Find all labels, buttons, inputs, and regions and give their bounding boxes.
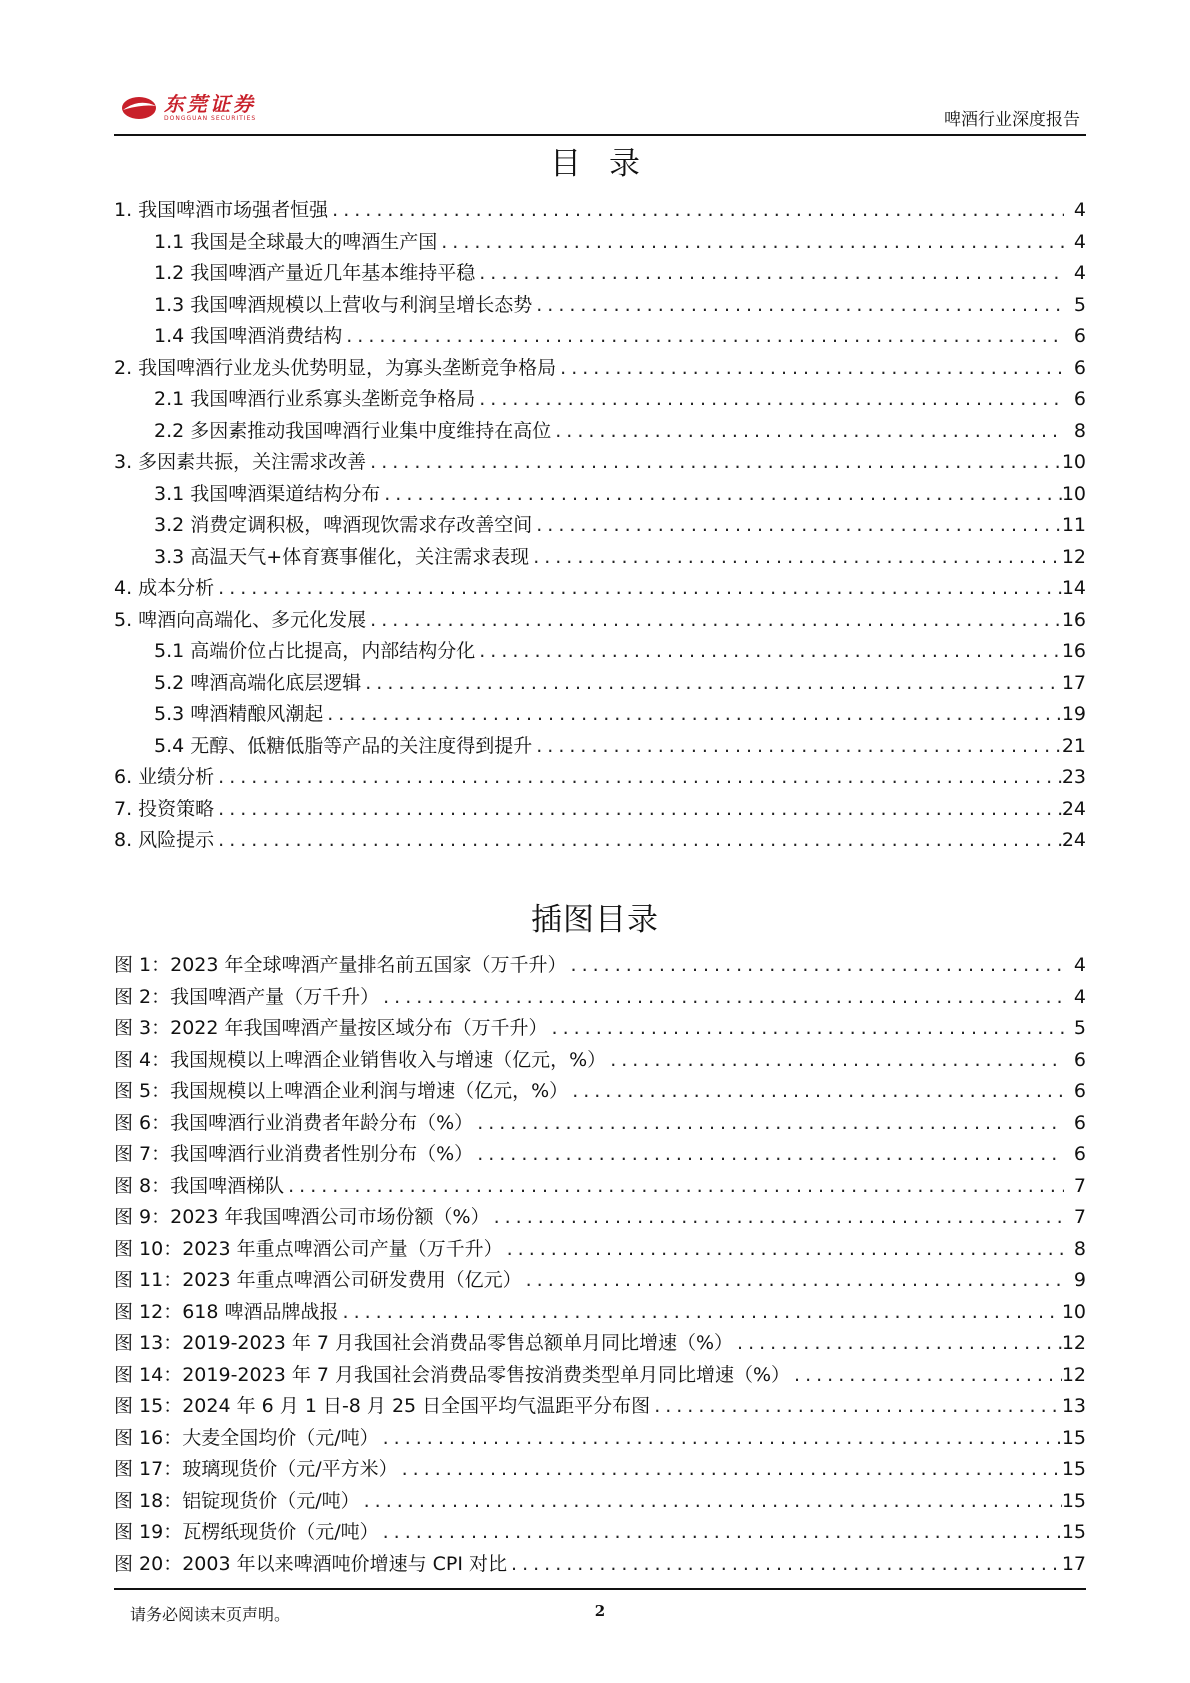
figure-entry[interactable]: [114, 950, 1086, 982]
figure-entry-label: 图 20：2003 年以来啤酒吨价增速与 CPI 对比: [114, 1552, 508, 1575]
dot-leader: [284, 1171, 1064, 1203]
figure-entry[interactable]: [114, 1360, 1086, 1392]
dot-leader: [379, 982, 1064, 1014]
figure-entry-label: 图 18：铝锭现货价（元/吨）: [114, 1489, 360, 1512]
toc-entry[interactable]: [114, 258, 1086, 290]
dot-leader: [475, 258, 1064, 290]
toc-entry[interactable]: [114, 605, 1086, 637]
figure-entry[interactable]: [114, 982, 1086, 1014]
figure-entry[interactable]: [114, 1202, 1086, 1234]
toc-entry-label: 5. 啤酒向高端化、多元化发展: [114, 608, 367, 631]
figure-entry-page: 8: [1073, 1237, 1086, 1260]
figure-entry-label: 图 6：我国啤酒行业消费者年龄分布（%）: [114, 1111, 474, 1134]
toc-entry-page: 6: [1073, 388, 1086, 410]
figure-entry-label: 图 2：我国啤酒产量（万千升）: [114, 985, 380, 1008]
toc-entry[interactable]: [114, 699, 1086, 731]
dot-leader: [551, 416, 1064, 448]
figure-entry-page: 15: [1061, 1458, 1086, 1480]
figure-entry[interactable]: [114, 1486, 1086, 1518]
toc-entry-page: 12: [1061, 545, 1086, 568]
figure-entry[interactable]: [114, 1139, 1086, 1171]
figure-entry-page: 6: [1073, 1143, 1086, 1165]
dot-leader: [361, 668, 1062, 700]
figure-list: [114, 950, 1086, 1580]
toc-entry[interactable]: [114, 636, 1086, 668]
figure-entry-page: 5: [1073, 1017, 1086, 1039]
figure-entry[interactable]: [114, 1423, 1086, 1455]
figure-entry-page: 6: [1073, 1111, 1086, 1134]
dot-leader: [475, 384, 1064, 416]
brand-name-en: DONGGUAN SECURITIES: [164, 115, 257, 122]
figure-entry-page: 17: [1061, 1552, 1086, 1575]
toc-entry-label: 5.1 高端价位占比提高，内部结构分化: [154, 640, 476, 662]
figure-entry-page: 12: [1061, 1332, 1086, 1354]
toc-entry[interactable]: [114, 762, 1086, 794]
dot-leader: [473, 1108, 1064, 1140]
dot-leader: [567, 950, 1064, 982]
figure-entry-page: 6: [1073, 1080, 1086, 1102]
toc-entry-page: 23: [1061, 766, 1086, 788]
toc-entry[interactable]: [114, 731, 1086, 763]
toc-entry[interactable]: [114, 447, 1086, 479]
figure-entry-label: 图 4：我国规模以上啤酒企业销售收入与增速（亿元，%）: [114, 1048, 607, 1071]
dot-leader: [733, 1328, 1062, 1360]
dot-leader: [214, 825, 1062, 857]
toc-entry-label: 5.2 啤酒高端化底层逻辑: [154, 671, 362, 694]
dot-leader: [366, 605, 1062, 637]
toc-entry-label: 6. 业绩分析: [114, 766, 215, 788]
toc-entry-label: 3. 多因素共振，关注需求改善: [114, 451, 367, 473]
figure-entry[interactable]: [114, 1391, 1086, 1423]
toc-list: [114, 195, 1086, 857]
figure-entry[interactable]: [114, 1328, 1086, 1360]
dot-leader: [532, 510, 1062, 542]
figure-entry-label: 图 1：2023 年全球啤酒产量排名前五国家（万千升）: [114, 954, 567, 976]
toc-entry-page: 10: [1061, 482, 1086, 505]
toc-entry[interactable]: [114, 510, 1086, 542]
dot-leader: [437, 227, 1064, 259]
dot-leader: [380, 479, 1062, 511]
figure-entry[interactable]: [114, 1454, 1086, 1486]
toc-entry-page: 4: [1073, 262, 1086, 284]
toc-entry-label: 1. 我国啤酒市场强者恒强: [114, 199, 329, 221]
toc-entry-page: 4: [1073, 199, 1086, 221]
figure-entry-label: 图 15：2024 年 6 月 1 日-8 月 25 日全国平均气温距平分布图: [114, 1395, 651, 1417]
figure-entry-label: 图 16：大麦全国均价（元/吨）: [114, 1426, 379, 1449]
figure-entry-page: 7: [1073, 1174, 1086, 1197]
toc-entry-label: 2.1 我国啤酒行业系寡头垄断竞争格局: [154, 388, 476, 410]
toc-entry[interactable]: [114, 479, 1086, 511]
toc-entry-page: 19: [1061, 703, 1086, 725]
logo-swoosh-icon: [120, 95, 158, 121]
figure-entry-page: 12: [1061, 1363, 1086, 1386]
figure-entry-label: 图 11：2023 年重点啤酒公司研发费用（亿元）: [114, 1269, 522, 1291]
toc-entry-label: 1.1 我国是全球最大的啤酒生产国: [154, 230, 438, 253]
figure-entry[interactable]: [114, 1108, 1086, 1140]
toc-entry-label: 2.2 多因素推动我国啤酒行业集中度维持在高位: [154, 419, 552, 442]
toc-entry-page: 16: [1061, 640, 1086, 662]
figure-entry[interactable]: [114, 1234, 1086, 1266]
dot-leader: [214, 762, 1062, 794]
figure-entry-page: 7: [1073, 1206, 1086, 1228]
figure-entry[interactable]: [114, 1517, 1086, 1549]
toc-entry-label: 1.2 我国啤酒产量近几年基本维持平稳: [154, 262, 476, 284]
dot-leader: [398, 1454, 1062, 1486]
dot-leader: [214, 573, 1062, 605]
dot-leader: [606, 1045, 1064, 1077]
toc-entry-label: 3.2 消费定调积极，啤酒现饮需求存改善空间: [154, 514, 533, 536]
figure-entry-label: 图 12：618 啤酒品牌战报: [114, 1300, 339, 1323]
disclaimer-note: 请务必阅读末页声明。: [130, 1605, 291, 1624]
dot-leader: [360, 1486, 1062, 1518]
figure-entry[interactable]: [114, 1013, 1086, 1045]
toc-entry-page: 16: [1061, 608, 1086, 631]
toc-entry[interactable]: [114, 794, 1086, 826]
toc-entry[interactable]: [114, 353, 1086, 385]
toc-entry-page: 11: [1061, 514, 1086, 536]
figure-entry-label: 图 19：瓦楞纸现货价（元/吨）: [114, 1521, 379, 1543]
figure-entry[interactable]: [114, 1297, 1086, 1329]
figure-entry-label: 图 13：2019-2023 年 7 月我国社会消费品零售总额单月同比增速（%）: [114, 1332, 734, 1354]
page-header: [114, 86, 1086, 136]
page-footer: [114, 1588, 1086, 1630]
toc-entry-page: 6: [1073, 356, 1086, 379]
toc-entry-label: 5.3 啤酒精酿风潮起: [154, 703, 324, 725]
toc-entry[interactable]: [114, 416, 1086, 448]
figure-entry[interactable]: [114, 1045, 1086, 1077]
dot-leader: [214, 794, 1062, 826]
report-type: 啤酒行业深度报告: [944, 110, 1080, 130]
page-number: 2: [594, 1602, 606, 1620]
figure-entry-page: 15: [1061, 1426, 1086, 1449]
dot-leader: [556, 353, 1064, 385]
dot-leader: [339, 1297, 1062, 1329]
figure-entry-page: 15: [1061, 1489, 1086, 1512]
figure-entry-page: 9: [1073, 1269, 1086, 1291]
toc-entry[interactable]: [114, 227, 1086, 259]
figure-entry-label: 图 7：我国啤酒行业消费者性别分布（%）: [114, 1143, 474, 1165]
figure-entry-page: 4: [1073, 954, 1086, 976]
toc-entry[interactable]: [114, 384, 1086, 416]
toc-entry-label: 8. 风险提示: [114, 829, 215, 851]
dot-leader: [323, 699, 1062, 731]
figure-entry-label: 图 3：2022 年我国啤酒产量按区域分布（万千升）: [114, 1017, 548, 1039]
figure-entry[interactable]: [114, 1171, 1086, 1203]
toc-entry-label: 4. 成本分析: [114, 577, 215, 599]
toc-entry-page: 17: [1061, 671, 1086, 694]
toc-entry-page: 24: [1061, 829, 1086, 851]
toc-entry[interactable]: [114, 321, 1086, 353]
figure-entry[interactable]: [114, 1076, 1086, 1108]
dot-leader: [366, 447, 1062, 479]
dot-leader: [548, 1013, 1064, 1045]
figure-entry-page: 10: [1061, 1300, 1086, 1323]
figure-entry-page: 13: [1061, 1395, 1086, 1417]
figure-entry[interactable]: [114, 1549, 1086, 1581]
toc-entry[interactable]: [114, 290, 1086, 322]
dot-leader: [507, 1549, 1062, 1581]
dot-leader: [342, 321, 1064, 353]
dot-leader: [522, 1265, 1064, 1297]
toc-entry[interactable]: [114, 573, 1086, 605]
figure-entry-page: 6: [1073, 1048, 1086, 1071]
toc-title: 目录: [550, 146, 668, 182]
toc-entry-label: 2. 我国啤酒行业龙头优势明显，为寡头垄断竞争格局: [114, 356, 557, 379]
dot-leader: [790, 1360, 1062, 1392]
brand-name-cn: 东莞证券: [164, 92, 256, 116]
toc-entry-page: 14: [1061, 577, 1086, 599]
toc-entry-page: 8: [1073, 419, 1086, 442]
dot-leader: [328, 195, 1064, 227]
toc-entry-label: 7. 投资策略: [114, 797, 215, 820]
toc-entry-page: 10: [1061, 451, 1086, 473]
figure-entry[interactable]: [114, 1265, 1086, 1297]
toc-entry[interactable]: [114, 825, 1086, 857]
figure-entry-label: 图 9：2023 年我国啤酒公司市场份额（%）: [114, 1206, 490, 1228]
figure-entry-label: 图 10：2023 年重点啤酒公司产量（万千升）: [114, 1237, 503, 1260]
toc-entry-label: 1.4 我国啤酒消费结构: [154, 325, 343, 347]
dot-leader: [532, 731, 1062, 763]
dot-leader: [475, 636, 1062, 668]
figure-list-title: 插图目录: [531, 902, 659, 938]
brand-logo: [120, 94, 256, 122]
toc-entry-label: 3.3 高温天气+体育赛事催化，关注需求表现: [154, 545, 530, 568]
toc-entry[interactable]: [114, 542, 1086, 574]
toc-entry[interactable]: [114, 668, 1086, 700]
figure-entry-label: 图 14：2019-2023 年 7 月我国社会消费品零售按消费类型单月同比增速（%）: [114, 1363, 791, 1386]
toc-entry-page: 5: [1073, 293, 1086, 316]
dot-leader: [532, 290, 1064, 322]
dot-leader: [503, 1234, 1064, 1266]
figure-entry-page: 15: [1061, 1521, 1086, 1543]
toc-entry-page: 21: [1061, 734, 1086, 757]
dot-leader: [379, 1423, 1062, 1455]
dot-leader: [568, 1076, 1064, 1108]
toc-entry-label: 3.1 我国啤酒渠道结构分布: [154, 482, 381, 505]
toc-entry-label: 1.3 我国啤酒规模以上营收与利润呈增长态势: [154, 293, 533, 316]
figure-entry-label: 图 17：玻璃现货价（元/平方米）: [114, 1458, 398, 1480]
dot-leader: [473, 1139, 1064, 1171]
toc-entry-label: 5.4 无醇、低糖低脂等产品的关注度得到提升: [154, 734, 533, 757]
dot-leader: [379, 1517, 1062, 1549]
dot-leader: [490, 1202, 1064, 1234]
toc-entry-page: 24: [1061, 797, 1086, 820]
dot-leader: [650, 1391, 1062, 1423]
toc-entry[interactable]: [114, 195, 1086, 227]
toc-entry-page: 6: [1073, 325, 1086, 347]
toc-entry-page: 4: [1073, 230, 1086, 253]
figure-entry-label: 图 5：我国规模以上啤酒企业利润与增速（亿元，%）: [114, 1080, 569, 1102]
figure-entry-page: 4: [1073, 985, 1086, 1008]
figure-entry-label: 图 8：我国啤酒梯队: [114, 1174, 285, 1197]
dot-leader: [529, 542, 1062, 574]
